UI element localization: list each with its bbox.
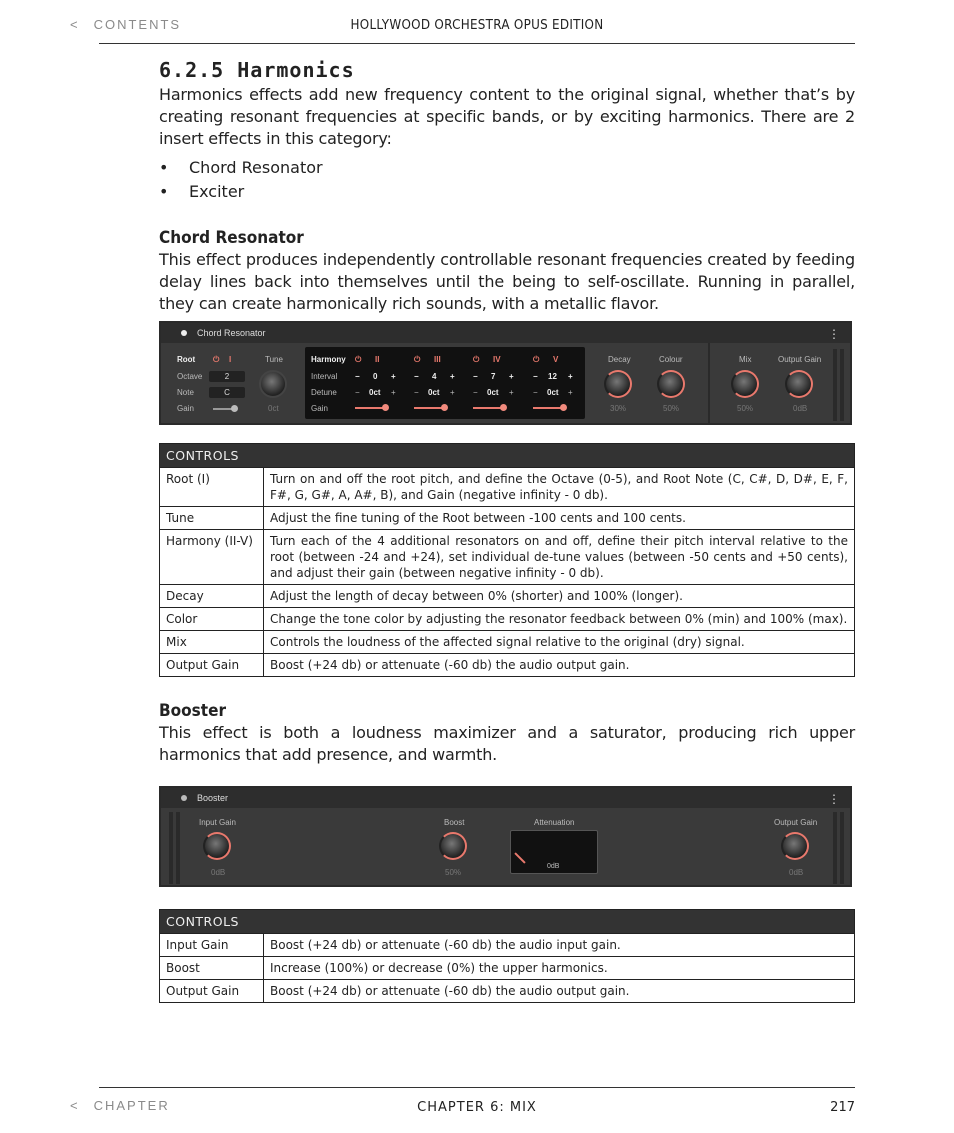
voice-number: II (375, 355, 380, 364)
input-meter (176, 812, 180, 884)
input-meter (169, 812, 173, 884)
control-description: Boost (+24 db) or attenuate (-60 db) the audio output gain. (264, 654, 855, 677)
tune-label: Tune (265, 355, 283, 364)
control-name: Mix (160, 631, 264, 654)
tune-knob[interactable] (259, 370, 287, 398)
interval-value: 7 (491, 372, 496, 381)
decay-label: Decay (608, 355, 631, 364)
control-name: Harmony (II-V) (160, 530, 264, 585)
page-content (159, 58, 855, 1003)
slider-handle[interactable] (231, 405, 238, 412)
voice-power-icon[interactable]: ⏻ (533, 355, 540, 364)
output-meter (840, 812, 844, 884)
table-row (160, 530, 855, 585)
voice-power-icon[interactable]: ⏻ (355, 355, 362, 364)
input-gain-value: 0dB (211, 868, 226, 877)
plus-icon[interactable]: + (509, 388, 514, 397)
document-title: HOLLYWOOD ORCHESTRA OPUS EDITION (350, 18, 604, 33)
voice-number: III (434, 355, 441, 364)
tune-value: 0ct (268, 404, 279, 413)
mix-knob[interactable] (731, 370, 759, 398)
control-description: Turn on and off the root pitch, and define the Octave (0-5), and Root Note (C, C#, D, D#, E, F, F#, G, G#, A, A#, B), and Gain (negative infinity - 0 db). (264, 468, 855, 507)
control-name: Color (160, 608, 264, 631)
output-meter (840, 349, 844, 421)
detune-label: Detune (311, 388, 337, 397)
plus-icon[interactable]: + (568, 388, 573, 397)
output-meter (833, 349, 837, 421)
minus-icon[interactable]: − (414, 372, 419, 381)
chevron-left-icon: < (70, 1098, 80, 1113)
control-description: Turn each of the 4 additional resonators on and off, define their pitch interval relative to the root (between -24 and +24), set individual de-tune values (between -50 cents and +50 cents), and adjust their gain (between negative infinity - 0 db). (264, 530, 855, 585)
minus-icon[interactable]: − (414, 388, 419, 397)
minus-icon[interactable]: − (533, 372, 538, 381)
minus-icon[interactable]: − (533, 388, 538, 397)
minus-icon[interactable]: − (355, 372, 360, 381)
footer-divider (99, 1087, 855, 1088)
contents-link[interactable]: CONTENTS (93, 17, 182, 32)
input-gain-label: Input Gain (199, 818, 236, 827)
input-gain-knob[interactable] (203, 832, 231, 860)
booster-heading: Booster (159, 701, 227, 721)
power-led-icon[interactable] (181, 795, 187, 801)
attenuation-value: 0dB (547, 863, 560, 870)
header-divider (99, 43, 855, 44)
booster-description: This effect is both a loudness maximizer and a saturator, producing rich upper harmonics that add presence, and warmth. (159, 723, 855, 764)
table-row (160, 654, 855, 677)
plus-icon[interactable]: + (450, 372, 455, 381)
minus-icon[interactable]: − (473, 388, 478, 397)
chord-resonator-heading: Chord Resonator (159, 228, 304, 248)
panel-name: Chord Resonator (197, 328, 266, 338)
control-description: Adjust the length of decay between 0% (shorter) and 100% (longer). (264, 585, 855, 608)
slider-handle[interactable] (560, 404, 567, 411)
root-power-icon[interactable]: ⏻ (213, 355, 220, 364)
detune-value: 0ct (369, 388, 381, 397)
voice-number: V (553, 355, 559, 364)
interval-value: 12 (548, 372, 557, 381)
section-title: 6.2.5 Harmonics (159, 58, 355, 82)
panel-header (161, 788, 850, 808)
table-row (160, 631, 855, 654)
chapter-link[interactable]: CHAPTER (93, 1098, 170, 1113)
control-description: Change the tone color by adjusting the resonator feedback between 0% (min) and 100% (max). (264, 608, 855, 631)
control-name: Root (I) (160, 468, 264, 507)
plus-icon[interactable]: + (450, 388, 455, 397)
control-description: Boost (+24 db) or attenuate (-60 db) the audio output gain. (264, 980, 855, 1003)
harmony-label: Harmony (311, 355, 346, 364)
plus-icon[interactable]: + (509, 372, 514, 381)
detune-value: 0ct (547, 388, 559, 397)
chord-resonator-description: This effect produces independently controllable resonant frequencies created by feeding delay lines back into themselves until the being to self-oscillate. Running in parallel, they can create harmonically rich sounds, with a metallic flavor. (159, 250, 855, 313)
plus-icon[interactable]: + (391, 372, 396, 381)
detune-value: 0ct (428, 388, 440, 397)
colour-knob[interactable] (657, 370, 685, 398)
output-meter (833, 812, 837, 884)
note-dropdown[interactable]: C (209, 387, 245, 398)
panel-divider (708, 343, 710, 425)
detune-value: 0ct (487, 388, 499, 397)
output-gain-knob[interactable] (781, 832, 809, 860)
panel-header (161, 323, 850, 343)
boost-label: Boost (444, 818, 465, 827)
mix-label: Mix (739, 355, 752, 364)
control-name: Output Gain (160, 980, 264, 1003)
minus-icon[interactable]: − (355, 388, 360, 397)
control-description: Adjust the fine tuning of the Root between -100 cents and 100 cents. (264, 507, 855, 530)
chord-resonator-panel (159, 321, 852, 425)
booster-panel (159, 786, 852, 887)
colour-label: Colour (659, 355, 683, 364)
voice-gain-slider[interactable] (533, 407, 563, 409)
output-gain-knob[interactable] (785, 370, 813, 398)
octave-dropdown[interactable]: 2 (209, 371, 245, 382)
menu-dots-icon[interactable]: ⋮ (828, 792, 840, 806)
slider-handle[interactable] (382, 404, 389, 411)
mix-value: 50% (737, 404, 754, 413)
plus-icon[interactable]: + (568, 372, 573, 381)
output-gain-label: Output Gain (778, 355, 822, 364)
table-header: CONTROLS (160, 910, 855, 934)
harmony-gain-label: Gain (311, 404, 328, 413)
list-item: • Exciter (159, 180, 855, 204)
voice-gain-slider[interactable] (355, 407, 385, 409)
page-number: 217 (830, 1100, 855, 1115)
menu-dots-icon[interactable]: ⋮ (828, 327, 840, 341)
control-name: Output Gain (160, 654, 264, 677)
control-description: Boost (+24 db) or attenuate (-60 db) the audio input gain. (264, 934, 855, 957)
root-label: Root (177, 355, 196, 364)
section-intro: Harmonics effects add new frequency content to the original signal, whether that’s by creating resonant frequencies at specific bands, or by exciting harmonics. There are 2 insert effects in this category: (159, 85, 855, 148)
decay-knob[interactable] (604, 370, 632, 398)
decay-value: 30% (610, 404, 627, 413)
voice-gain-slider[interactable] (473, 407, 503, 409)
booster-controls-table (159, 909, 855, 1003)
table-row (160, 957, 855, 980)
attenuation-label: Attenuation (534, 818, 575, 827)
table-row (160, 507, 855, 530)
octave-label: Octave (177, 372, 203, 381)
control-name: Decay (160, 585, 264, 608)
table-row (160, 980, 855, 1003)
control-name: Input Gain (160, 934, 264, 957)
slider-handle[interactable] (500, 404, 507, 411)
chevron-left-icon: < (70, 17, 80, 32)
effects-list (159, 156, 855, 204)
output-gain-value: 0dB (793, 404, 808, 413)
panel-name: Booster (197, 793, 229, 803)
control-description: Controls the loudness of the affected signal relative to the original (dry) signal. (264, 631, 855, 654)
attenuation-needle (514, 852, 525, 863)
voice-number: IV (493, 355, 501, 364)
table-row (160, 934, 855, 957)
control-name: Boost (160, 957, 264, 980)
voice-power-icon[interactable]: ⏻ (414, 355, 421, 364)
table-row (160, 608, 855, 631)
interval-value: 0 (373, 372, 378, 381)
slider-handle[interactable] (441, 404, 448, 411)
note-label: Note (177, 388, 194, 397)
boost-value: 50% (445, 868, 462, 877)
power-led-icon[interactable] (181, 330, 187, 336)
table-header: CONTROLS (160, 444, 855, 468)
output-gain-value: 0dB (789, 868, 804, 877)
plus-icon[interactable]: + (391, 388, 396, 397)
voice-power-icon[interactable]: ⏻ (473, 355, 480, 364)
control-name: Tune (160, 507, 264, 530)
chapter-title: CHAPTER 6: MIX (417, 1100, 537, 1115)
harmony-section (305, 347, 585, 419)
attenuation-meter (510, 830, 598, 874)
chord-resonator-controls-table (159, 443, 855, 677)
minus-icon[interactable]: − (473, 372, 478, 381)
control-description: Increase (100%) or decrease (0%) the upper harmonics. (264, 957, 855, 980)
interval-value: 4 (432, 372, 437, 381)
gain-label: Gain (177, 404, 194, 413)
colour-value: 50% (663, 404, 680, 413)
output-gain-label: Output Gain (774, 818, 818, 827)
root-number: I (229, 355, 232, 364)
table-row (160, 585, 855, 608)
boost-knob[interactable] (439, 832, 467, 860)
table-row (160, 468, 855, 507)
list-item: • Chord Resonator (159, 156, 855, 180)
interval-label: Interval (311, 372, 338, 381)
voice-gain-slider[interactable] (414, 407, 444, 409)
